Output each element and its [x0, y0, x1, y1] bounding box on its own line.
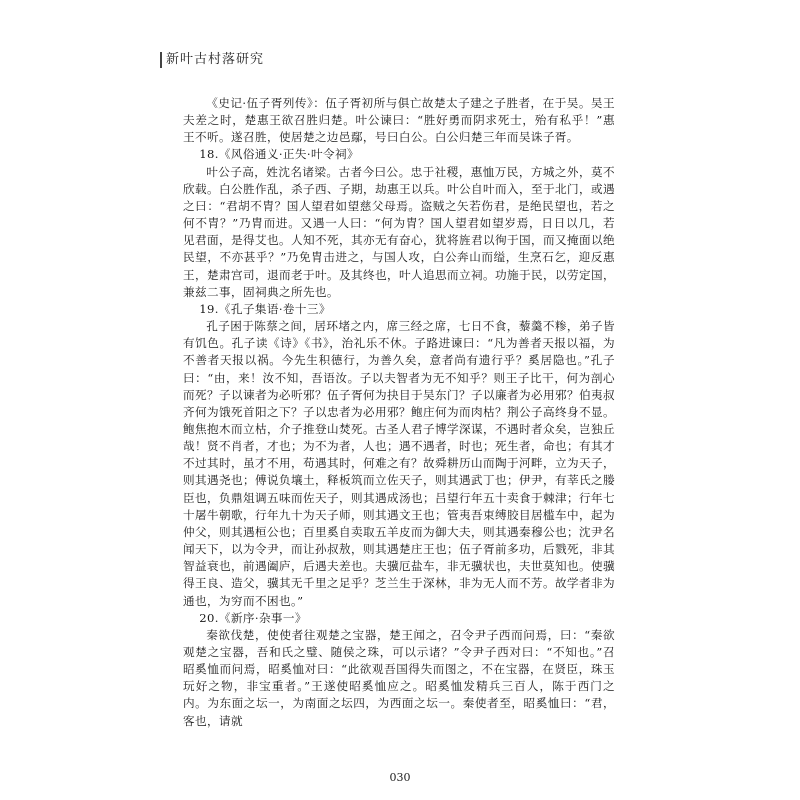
section-heading-19: 19.《孔子集语·卷十三》: [199, 301, 331, 316]
paragraph-shiji-quote: 《史记·伍子胥列传》：伍子胥初所与俱亡故楚太子建之子胜者，在于吴。吴王夫差之时，楚惠王欲召胜归楚。叶公谏曰：“胜好勇而阴求死士，殆有私乎！”惠王不听。遂召胜，使居楚之边邑鄢，号曰白公。白公归楚三年而吴诛子胥。: [183, 96, 615, 145]
section-heading-18: 18.《风俗通义·正失·叶令祠》: [199, 147, 359, 162]
section-heading-20: 20.《新序·杂事一》: [199, 610, 307, 625]
page-number: 030: [389, 771, 411, 784]
paragraph-fengsu-tongyi: 叶公子高，姓沈名诸梁。古者今曰公。忠于社稷，惠恤万民，方城之外，莫不欣载。白公胜作乱，杀子西、子期，劫惠王以兵。叶公自叶而入，至于北门，或遇之曰：“君胡不胄？国人望君如望慈父母焉。盗贼之矢若伤君，是绝民望也，若之何不胄？”乃胄而进。又遇一人曰：“何为胄？国人望君如望岁焉，日日以几，若见君面，是得艾也。人知不死，其亦无有奋心，犹将旌君以徇于国，而又掩面以绝民望，不亦甚乎？”乃免胄击进之，与国人攻，白公奔山而缢，生烹石乞，迎反惠王，楚肃宫司，退而老于叶。及其终也，叶人追思而立祠。功施于民，以劳定国，兼兹二事，固祠典之所先也。: [183, 164, 615, 299]
paragraph-xinxu: 秦欲伐楚，使使者往观楚之宝器，楚王闻之，召令尹子西而问焉，曰：“秦欲观楚之宝器，吾和氏之璧、随侯之珠，可以示诸？”令尹子西对曰：“不知也。”召昭奚恤而问焉，昭奚恤对曰：“此欲观吾国得失而图之，不在宝器，在贤臣，珠玉玩好之物，非宝重者。”王遂使昭奚恤应之。昭奚恤发精兵三百人，陈于西门之内。为东面之坛一，为南面之坛四，为西面之坛一。秦使者至，昭奚恤曰：“君，客也，请就: [183, 627, 615, 728]
running-head: 新叶古村落研究: [160, 52, 264, 68]
paragraph-kongzi-jiyu: 孔子困于陈蔡之间，居环堵之内，席三经之席，七日不食，藜羹不糁，弟子皆有饥色。孔子读《诗》《书》，治礼乐不休。子路进谏曰：“凡为善者天报以福，为不善者天报以祸。今先生积德行，为善久矣，意者尚有遗行乎？奚居隐也。”孔子曰：“由，来！汝不知，吾语汝。子以夫智者为无不知乎？则王子比干，何为剖心而死？子以谏者为必听邪？伍子胥何为抉目于吴东门？子以廉者为必用邪？伯夷叔齐何为饿死首阳之下？子以忠者为必用邪？鲍庄何为而肉枯？荆公子高终身不显。鲍焦抱木而立枯，介子推登山焚死。古圣人君子博学深谋，不遇时者众矣，岂独丘哉！贤不肖者，才也；为不为者，人也；遇不遇者，时也；死生者，命也；有其才不过其时，虽才不用，苟遇其时，何难之有？故舜耕历山而陶于河畔，立为天子，则其遇尧也；傅说负壤土，释板筑而立佐天子，则其遇武丁也；伊尹，有莘氏之媵臣也，负鼎俎调五味而佐天子，则其遇成汤也；吕望行年五十卖食于棘津；行年七十屠牛朝歌，行年九十为天子师，则其遇文王也；管夷吾束缚胶目居槛车中，起为仲父，则其遇桓公也；百里奚自卖取五羊皮而为御大夫，则其遇秦穆公也；沈尹名闻天下，以为令尹，而让孙叔敖，则其遇楚庄王也；伍子胥前多功，后戮死，非其智益衰也，前遇阖庐，后遇夫差也。夫骥厄盐车，非无骥状也，夫世莫知也。使骥得王良、造父，骥其无千里之足乎？芝兰生于深林，非为无人而不芳。故学者非为通也，为穷而不困也。”: [183, 319, 615, 608]
body-text: [183, 95, 615, 730]
